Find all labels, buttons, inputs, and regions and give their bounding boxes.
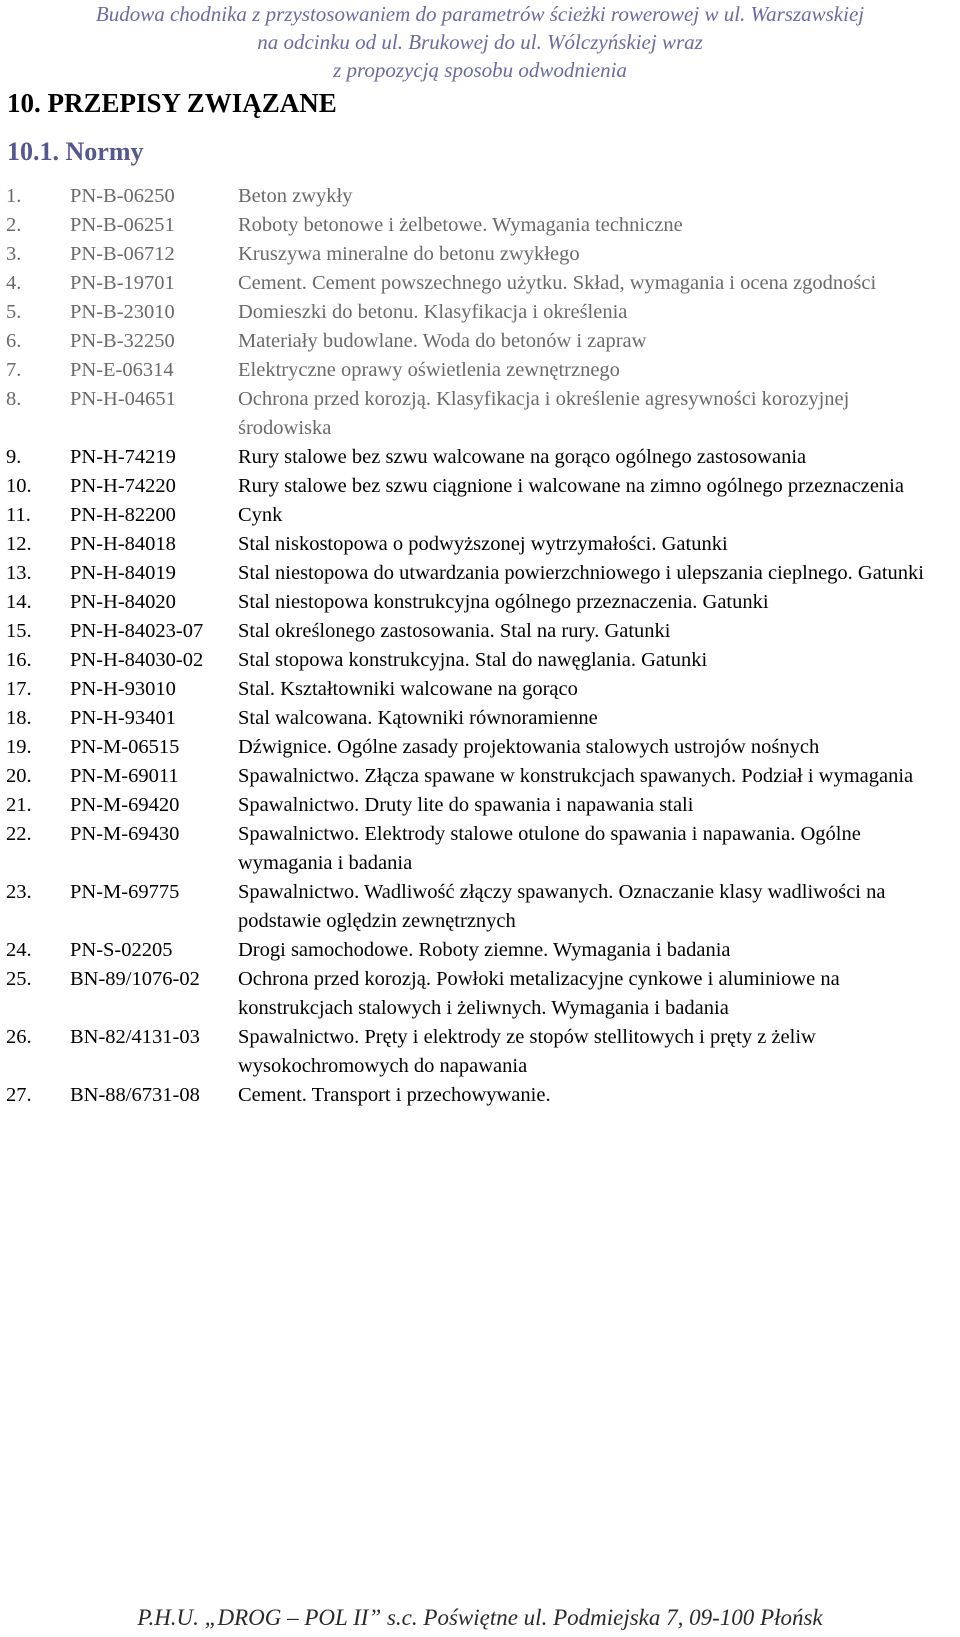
item-number: 1. (6, 185, 22, 207)
item-number: 21. (6, 794, 32, 816)
item-number: 26. (6, 1026, 32, 1048)
item-code: PN-E-06314 (70, 359, 174, 381)
item-description: Ochrona przed korozją. Powłoki metalizacyjne cynkowe i aluminiowe na konstrukcjach stalowych i żeliwnych. Wymagania i badania (238, 968, 840, 1019)
item-number: 5. (6, 301, 22, 323)
item-code: PN-B-06251 (70, 214, 175, 236)
list-item (0, 878, 960, 936)
item-code: PN-H-93010 (70, 678, 176, 700)
item-number: 18. (6, 707, 32, 729)
list-item (0, 501, 960, 530)
item-number: 4. (6, 272, 22, 294)
item-description: Spawalnictwo. Pręty i elektrody ze stopów stellitowych i pręty z żeliw wysokochromowych do napawania (238, 1026, 816, 1077)
item-number: 7. (6, 359, 22, 381)
item-number: 20. (6, 765, 32, 787)
item-number: 2. (6, 214, 22, 236)
item-code: PN-H-84023-07 (70, 620, 204, 642)
list-item (0, 617, 960, 646)
item-number: 14. (6, 591, 32, 613)
item-description: Cynk (238, 504, 283, 526)
item-description: Materiały budowlane. Woda do betonów i zapraw (238, 330, 647, 352)
item-description: Stal stopowa konstrukcyjna. Stal do nawęglania. Gatunki (238, 649, 708, 671)
item-description: Stal niskostopowa o podwyższonej wytrzymałości. Gatunki (238, 533, 728, 555)
item-code: PN-B-23010 (70, 301, 175, 323)
item-code: PN-H-93401 (70, 707, 176, 729)
norms-list (0, 182, 960, 1110)
item-description: Rury stalowe bez szwu walcowane na gorąco ogólnego zastosowania (238, 446, 807, 468)
item-number: 25. (6, 968, 32, 990)
list-item (0, 733, 960, 762)
item-number: 10. (6, 475, 32, 497)
list-item (0, 385, 960, 443)
list-item (0, 211, 960, 240)
list-item (0, 936, 960, 965)
list-item (0, 704, 960, 733)
item-description: Stal niestopowa konstrukcyjna ogólnego przeznaczenia. Gatunki (238, 591, 769, 613)
list-item (0, 588, 960, 617)
item-code: PN-B-19701 (70, 272, 175, 294)
item-number: 15. (6, 620, 32, 642)
item-description: Dźwignice. Ogólne zasady projektowania stalowych ustrojów nośnych (238, 736, 820, 758)
header-line-1: Budowa chodnika z przystosowaniem do parametrów ścieżki rowerowej w ul. Warszawskiej (95, 2, 865, 26)
item-code: PN-H-84030-02 (70, 649, 204, 671)
item-number: 12. (6, 533, 32, 555)
list-item (0, 1023, 960, 1081)
item-code: PN-H-74219 (70, 446, 176, 468)
page-header (0, 0, 960, 84)
item-code: BN-88/6731-08 (70, 1084, 200, 1106)
item-number: 23. (6, 881, 32, 903)
item-code: PN-B-06712 (70, 243, 175, 265)
item-number: 3. (6, 243, 22, 265)
list-item (0, 965, 960, 1023)
section-title: 10. PRZEPISY ZWIĄZANE (7, 88, 337, 118)
item-description: Elektryczne oprawy oświetlenia zewnętrznego (238, 359, 620, 381)
item-code: PN-H-84020 (70, 591, 176, 613)
list-item (0, 327, 960, 356)
item-number: 17. (6, 678, 32, 700)
list-item (0, 443, 960, 472)
item-code: PN-B-32250 (70, 330, 175, 352)
item-number: 19. (6, 736, 32, 758)
list-item (0, 791, 960, 820)
item-number: 22. (6, 823, 32, 845)
item-code: PN-M-69775 (70, 881, 180, 903)
page-footer: P.H.U. „DROG – POL II” s.c. Poświętne ul. Podmiejska 7, 09-100 Płońsk (137, 1605, 823, 1630)
item-number: 11. (6, 504, 31, 526)
subsection-title: 10.1. Normy (7, 137, 144, 166)
item-description: Spawalnictwo. Wadliwość złączy spawanych. Oznaczanie klasy wadliwości na podstawie oględzin zewnętrznych (238, 881, 886, 932)
list-item (0, 559, 960, 588)
header-line-2: na odcinku od ul. Brukowej do ul. Wólczyńskiej wraz (257, 30, 703, 54)
item-description: Drogi samochodowe. Roboty ziemne. Wymagania i badania (238, 939, 731, 961)
list-item (0, 472, 960, 501)
item-description: Domieszki do betonu. Klasyfikacja i określenia (238, 301, 628, 323)
item-description: Roboty betonowe i żelbetowe. Wymagania techniczne (238, 214, 683, 236)
list-item (0, 675, 960, 704)
list-item (0, 182, 960, 211)
item-description: Stal. Kształtowniki walcowane na gorąco (238, 678, 578, 700)
item-number: 8. (6, 388, 22, 410)
item-code: PN-B-06250 (70, 185, 175, 207)
item-description: Spawalnictwo. Druty lite do spawania i napawania stali (238, 794, 694, 816)
item-code: BN-82/4131-03 (70, 1026, 200, 1048)
item-code: PN-M-69420 (70, 794, 180, 816)
item-description: Spawalnictwo. Elektrody stalowe otulone do spawania i napawania. Ogólne wymagania i badania (238, 823, 861, 874)
item-description: Cement. Transport i przechowywanie. (238, 1084, 551, 1106)
item-code: PN-H-84019 (70, 562, 176, 584)
item-code: PN-M-06515 (70, 736, 180, 758)
item-description: Rury stalowe bez szwu ciągnione i walcowane na zimno ogólnego przeznaczenia (238, 475, 904, 497)
item-description: Stal walcowana. Kątowniki równoramienne (238, 707, 598, 729)
item-description: Ochrona przed korozją. Klasyfikacja i określenie agresywności korozyjnej środowiska (238, 388, 850, 439)
item-description: Cement. Cement powszechnego użytku. Skład, wymagania i ocena zgodności (238, 272, 877, 294)
list-item (0, 646, 960, 675)
item-code: PN-H-84018 (70, 533, 176, 555)
item-number: 6. (6, 330, 22, 352)
list-item (0, 820, 960, 878)
item-description: Kruszywa mineralne do betonu zwykłego (238, 243, 580, 265)
list-item (0, 530, 960, 559)
item-code: PN-H-04651 (70, 388, 176, 410)
item-code: PN-M-69011 (70, 765, 179, 787)
item-code: PN-H-74220 (70, 475, 176, 497)
item-number: 16. (6, 649, 32, 671)
item-code: PN-H-82200 (70, 504, 176, 526)
item-code: PN-M-69430 (70, 823, 180, 845)
list-item (0, 269, 960, 298)
item-description: Stal określonego zastosowania. Stal na rury. Gatunki (238, 620, 671, 642)
item-number: 9. (6, 446, 22, 468)
list-item (0, 298, 960, 327)
item-description: Spawalnictwo. Złącza spawane w konstrukcjach spawanych. Podział i wymagania (238, 765, 914, 787)
item-code: BN-89/1076-02 (70, 968, 200, 990)
list-item (0, 356, 960, 385)
list-item (0, 1081, 960, 1110)
item-number: 27. (6, 1084, 32, 1106)
item-description: Beton zwykły (238, 185, 353, 207)
item-description: Stal niestopowa do utwardzania powierzchniowego i ulepszania cieplnego. Gatunki (238, 562, 924, 584)
list-item (0, 762, 960, 791)
item-number: 24. (6, 939, 32, 961)
header-line-3: z propozycją sposobu odwodnienia (333, 58, 627, 82)
list-item (0, 240, 960, 269)
item-number: 13. (6, 562, 32, 584)
item-code: PN-S-02205 (70, 939, 173, 961)
